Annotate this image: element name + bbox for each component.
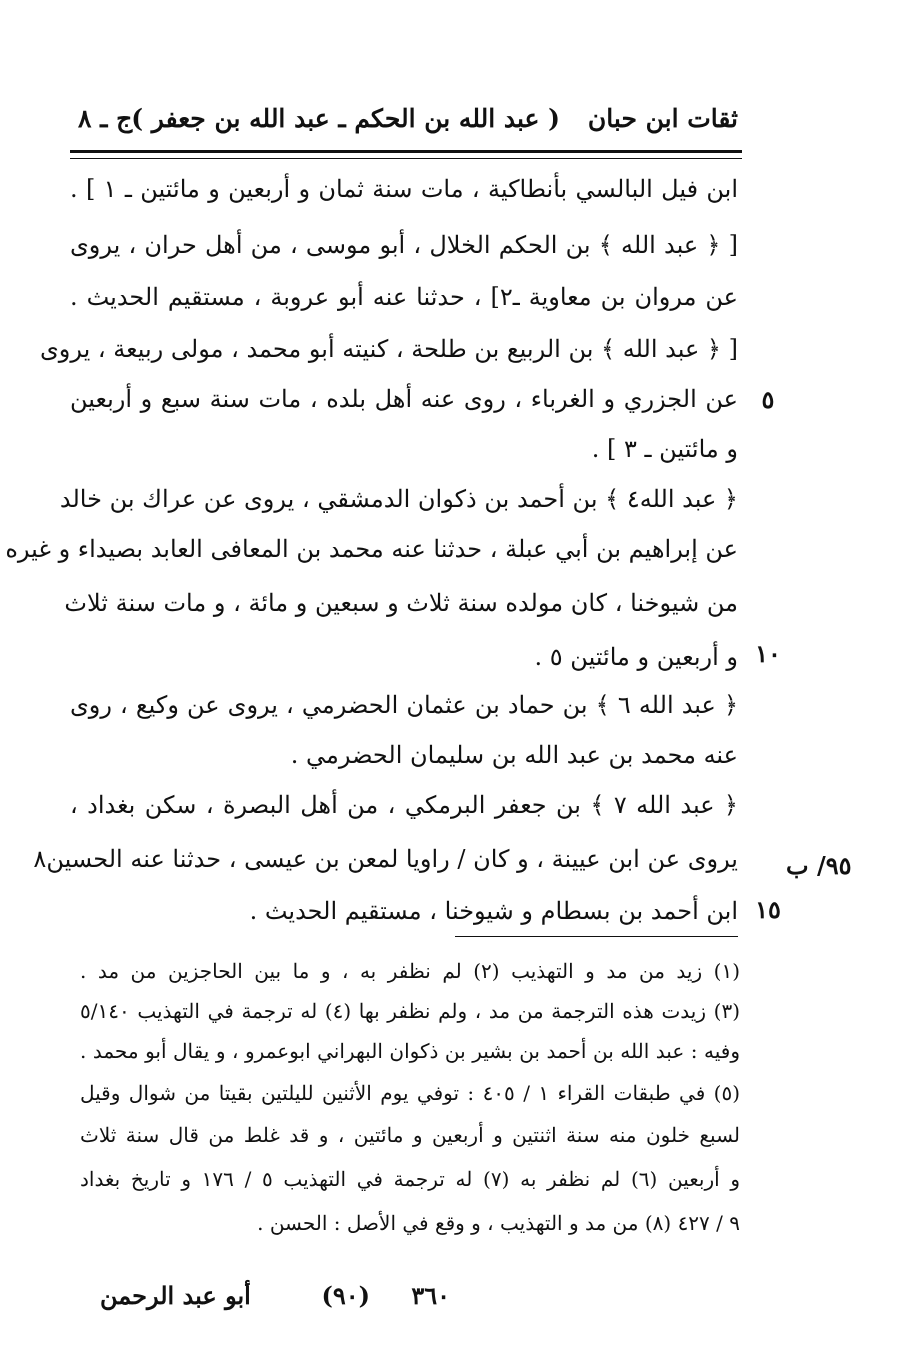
footnote-line: (٣) زيدت هذه الترجمة من مد ، ولم نظفر بها (٤) له ترجمة في التهذيب ٥/١٤٠ [80,999,740,1023]
footnote-line: و أربعين (٦) لم نظفر به (٧) له ترجمة في التهذيب ٥ / ١٧٦ و تاريخ بغداد [80,1167,741,1191]
text-line: و مائتين ـ ٣ ] . [591,435,738,463]
text-line: ﴿ عبد الله٤ ﴾ بن أحمد بن ذكوان الدمشقي ، يروى عن عراك بن خالد [59,485,738,513]
text-line: ﴿ عبد الله ٦ ﴾ بن حماد بن عثمان الحضرمي ، يروى عن وكيع ، روى [70,691,739,719]
footnote-line: وفيه : عبد الله بن أحمد بن بشير بن ذكوان البهراني ابوعمرو ، و يقال أبو محمد . [80,1039,740,1063]
line-number-15: ١٥ [755,895,781,924]
manuscript-folio-marker: ٩٥/ ب [786,851,852,880]
footnote-line: لسبع خلون منه سنة اثنتين و أربعين و مائتين ، و قد غلط من قال سنة ثلاث [80,1123,740,1147]
line-number-5: ٥ [761,385,775,414]
text-line: ابن فيل البالسي بأنطاكية ، مات سنة ثمان و أربعين و مائتين ـ ١ ] . [70,175,738,203]
text-line: عن الجزري و الغرباء ، روى عنه أهل بلده ، مات سنة سبع و أربعين [70,385,738,413]
page-number: ٣٦٠ [411,1281,450,1310]
volume-number: ج ـ ٨ [78,104,133,133]
footnote-line: ٩ / ٤٢٧ (٨) من مد و التهذيب ، و وقع في الأصل : الحسن . [257,1211,740,1235]
header-rule [70,150,742,153]
header-rule-thin [70,158,742,159]
text-line: [ ﴿ عبد الله ﴾ بن الحكم الخلال ، أبو موسى ، من أهل حران ، يروى [70,231,738,259]
text-line: من شيوخنا ، كان مولده سنة ثلاث و سبعين و مائة ، و مات سنة ثلاث [64,589,738,617]
header-entry-range: ( عبد الله بن الحكم ـ عبد الله بن جعفر ) [131,104,560,133]
footnote-line: (٥) في طبقات القراء ١ / ٤٠٥ : توفي يوم الأثنين لليلتين بقيتا من شوال وقيل [80,1081,741,1105]
text-line: عن إبراهيم بن أبي عبلة ، حدثنا عنه محمد بن المعافى العابد بصيداء و غيره [5,535,738,563]
running-header [78,98,738,142]
text-line: ﴿ عبد الله ٧ ﴾ بن جعفر البرمكي ، من أهل البصرة ، سكن بغداد ، [70,791,738,819]
editor-name: أبو عبد الرحمن [100,1281,251,1310]
text-line: عنه محمد بن عبد الله بن سليمان الحضرمي . [290,741,738,769]
sequence-number: (٩٠) [321,1281,370,1310]
page-footer [100,1276,660,1316]
text-line: يروى عن ابن عيينة ، و كان / راويا لمعن بن عيسى ، حدثنا عنه الحسين٨ [33,845,738,873]
footnote-separator [455,936,738,937]
book-title: ثقات ابن حبان [587,104,738,133]
text-line: ابن أحمد بن بسطام و شيوخنا ، مستقيم الحديث . [249,897,738,925]
text-line: و أربعين و مائتين ٥ . [534,643,738,671]
line-number-10: ١٠ [755,639,781,668]
footnote-line: (١) زيد من مد و التهذيب (٢) لم نظفر به ، و ما بين الحاجزين من مد . [80,959,741,983]
text-line: عن مروان بن معاوية ـ٢] ، حدثنا عنه أبو عروبة ، مستقيم الحديث . [70,283,739,311]
text-line: [ ﴿ عبد الله ﴾ بن الربيع بن طلحة ، كنيته أبو محمد ، مولى ربيعة ، يروى [39,335,738,363]
